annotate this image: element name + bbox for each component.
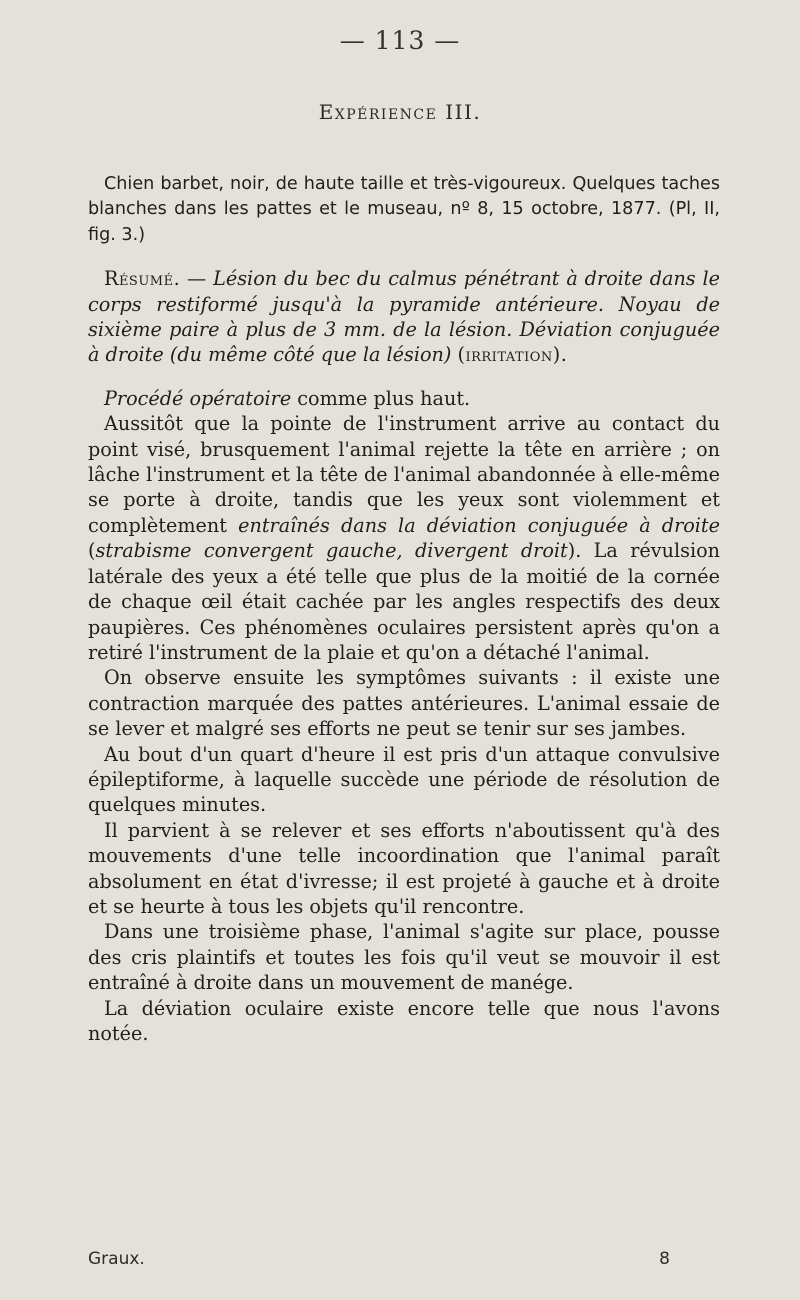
phase-paragraph: Dans une troisième phase, l'animal s'agite sur place, pousse des cris plaintifs et toutes les fois qu'il veut se mouvoir il est entraîné à droite dans un mouvement de manége. (88, 920, 720, 995)
page-number: — 113 — (339, 26, 461, 55)
procede-text: comme plus haut. (291, 386, 471, 410)
aussitot-text-3: ). La révulsion latérale des yeux a été telle que plus de la moitié de la cornée de chaque œil était cachée par les angles respectifs des deux paupières. Ces phénomènes oculaires persistent après qu'on a retiré l'instrument de la plaie et qu'on a détaché l'animal. (88, 539, 720, 664)
procede-paragraph (88, 386, 720, 411)
deviation-paragraph: La déviation oculaire existe encore telle que nous l'avons notée. (88, 996, 720, 1045)
aussitot-emphasis-2: strabisme convergent gauche, divergent droit (95, 539, 568, 563)
aussitot-paragraph (88, 411, 720, 665)
resume-dash: — (180, 267, 214, 291)
parvient-paragraph: Il parvient à se relever et ses efforts n'aboutissent qu'à des mouvements d'une telle incoordination que l'animal paraît absolument en état d'ivresse; il est projeté à gauche et à droite et se heurte à tous les objets qu'il rencontre. (88, 818, 720, 918)
resume-tag: (irritation). (457, 343, 568, 367)
resume-text: Lésion du bec du calmus pénétrant à droite dans le corps restiformé jusqu'à la pyramide antérieure. Noyau de sixième paire à plus de 3 mm. de la lésion. Déviation conjuguée à droite (du même côté que la lésion) (88, 267, 720, 367)
intro-paragraph: Chien barbet, noir, de haute taille et très-vigoureux. Quelques taches blanches dans les pattes et le museau, nº 8, 15 octobre, 1877. (Pl, II, fig. 3.) (88, 174, 720, 245)
sheet-number: 8 (659, 1249, 670, 1269)
signature-mark: Graux. (88, 1249, 145, 1269)
experiment-heading: Expérience III. (318, 100, 482, 124)
aussitot-text-2: ( (88, 539, 96, 563)
procede-label: Procédé opératoire (104, 386, 292, 410)
aussitot-emphasis-1: entraînés dans la déviation conjuguée à droite (238, 513, 720, 537)
quart-paragraph: Au bout d'un quart d'heure il est pris d'un attaque convulsive épileptiforme, à laquelle succède une période de résolution de quelques minutes. (88, 742, 720, 817)
aussitot-text-1: Aussitôt que la pointe de l'instrument arrive au contact du point visé, brusquement l'animal rejette la tête en arrière ; on lâche l'instrument et la tête de l'animal abandonnée à elle-même se porte à droite, tandis que les yeux sont violemment et complètement (88, 412, 720, 537)
resume-paragraph (88, 266, 720, 368)
observe-paragraph: On observe ensuite les symptômes suivants : il existe une contraction marquée des pattes antérieures. L'animal essaie de se lever et malgré ses efforts ne peut se tenir sur ses jambes. (88, 666, 720, 741)
resume-label: Résumé. (104, 267, 181, 291)
page-body (88, 172, 720, 1046)
